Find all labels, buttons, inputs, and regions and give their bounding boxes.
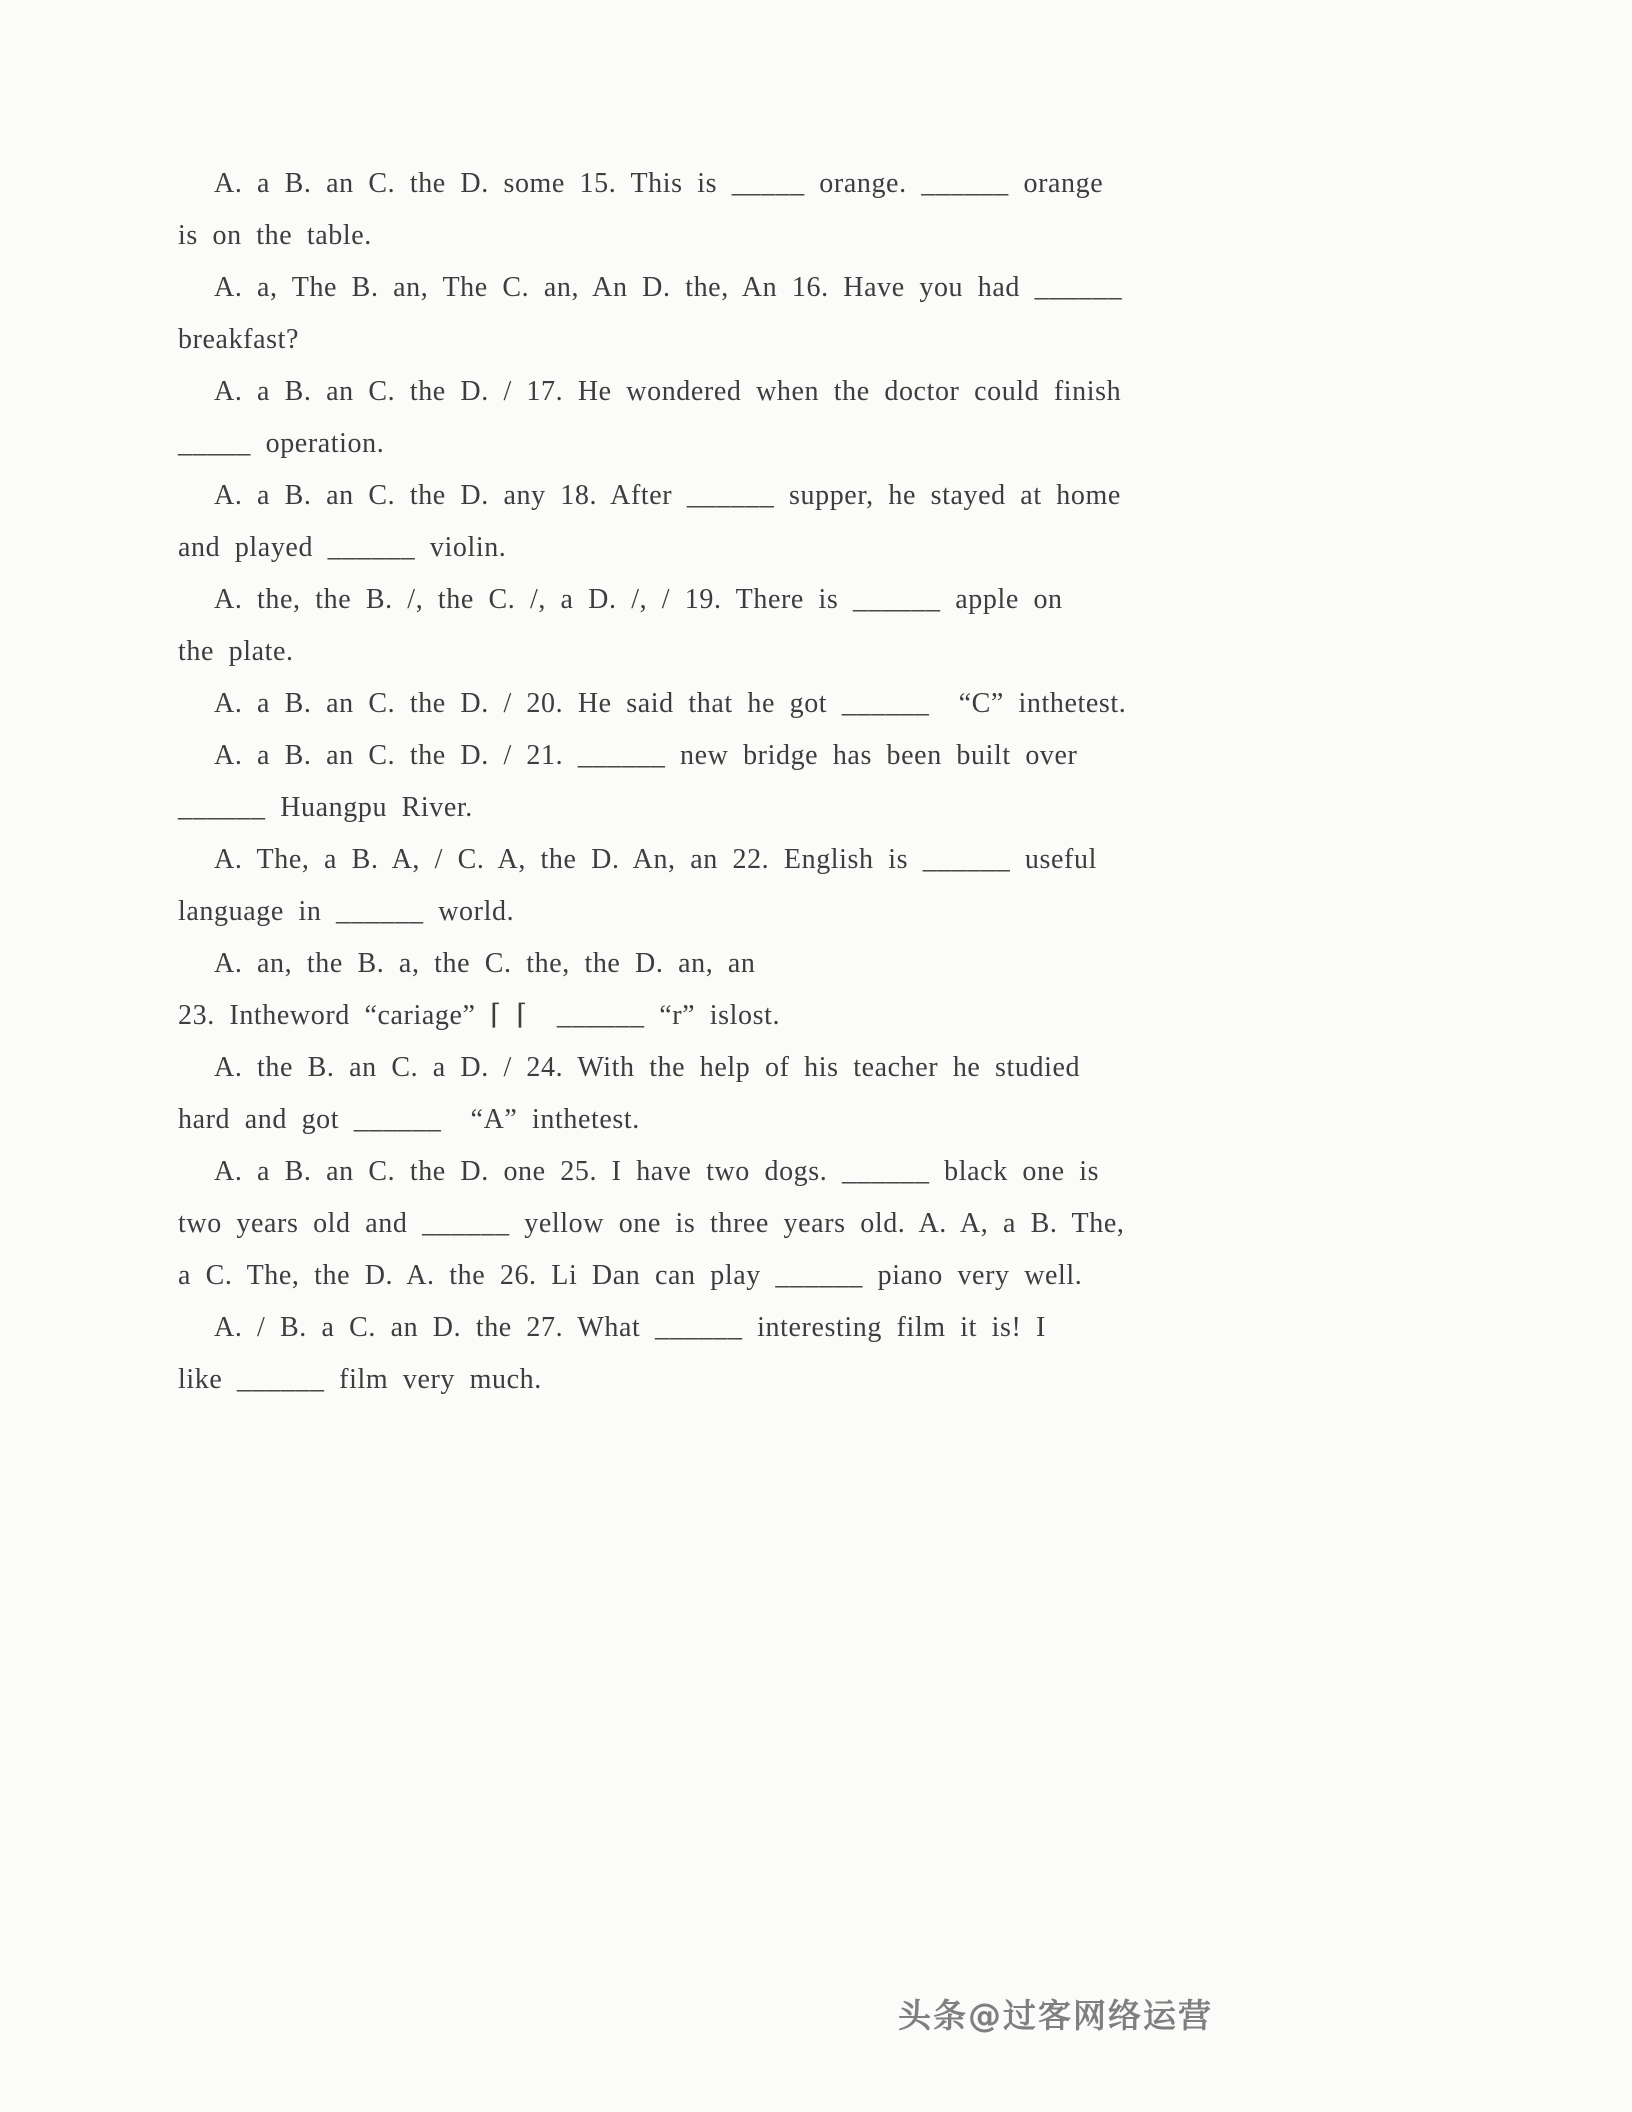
text-line: a C. The, the D. A. the 26. Li Dan can play ______ piano very well.	[178, 1260, 1083, 1291]
text-line: A. / B. a C. an D. the 27. What ______ interesting film it is! I	[214, 1312, 1046, 1343]
text-line: A. an, the B. a, the C. the, the D. an, an	[214, 948, 756, 979]
text-line: _____ operation.	[178, 428, 385, 459]
text-line: A. a B. an C. the D. any 18. After ______ supper, he stayed at home	[214, 480, 1121, 511]
text-line: A. a B. an C. the D. / 21. ______ new bridge has been built over	[214, 740, 1078, 771]
text-line: ______ Huangpu River.	[178, 792, 473, 823]
text-line: like ______ film very much.	[178, 1364, 542, 1395]
text-line: A. a B. an C. the D. one 25. I have two dogs. ______ black one is	[214, 1156, 1100, 1187]
text-line: A. a B. an C. the D. / 20. He said that he got ______ “C” inthetest.	[214, 688, 1127, 719]
text-line: A. the B. an C. a D. / 24. With the help of his teacher he studied	[214, 1052, 1081, 1083]
text-line: A. a, The B. an, The C. an, An D. the, An 16. Have you had ______	[214, 272, 1123, 303]
text-line: A. the, the B. /, the C. /, a D. /, / 19. There is ______ apple on	[214, 584, 1063, 615]
text-line: breakfast?	[178, 324, 300, 355]
text-line: A. The, a B. A, / C. A, the D. An, an 22. English is ______ useful	[214, 844, 1097, 875]
text-line: A. a B. an C. the D. some 15. This is _____ orange. ______ orange	[214, 168, 1104, 199]
text-line: A. a B. an C. the D. / 17. He wondered when the doctor could finish	[214, 376, 1122, 407]
text-line: and played ______ violin.	[178, 532, 507, 563]
text-line: the plate.	[178, 636, 294, 667]
text-body	[178, 158, 1512, 1406]
watermark	[898, 1990, 1213, 2037]
text-line: 23. Intheword “cariage” ⌈ ⌈ ______ “r” islost.	[178, 1000, 781, 1031]
text-line: hard and got ______ “A” inthetest.	[178, 1104, 640, 1135]
text-line: is on the table.	[178, 220, 372, 251]
watermark-text: 头条@过客网络运营	[898, 1996, 1213, 2035]
text-line: language in ______ world.	[178, 896, 515, 927]
text-line: two years old and ______ yellow one is three years old. A. A, a B. The,	[178, 1208, 1125, 1239]
